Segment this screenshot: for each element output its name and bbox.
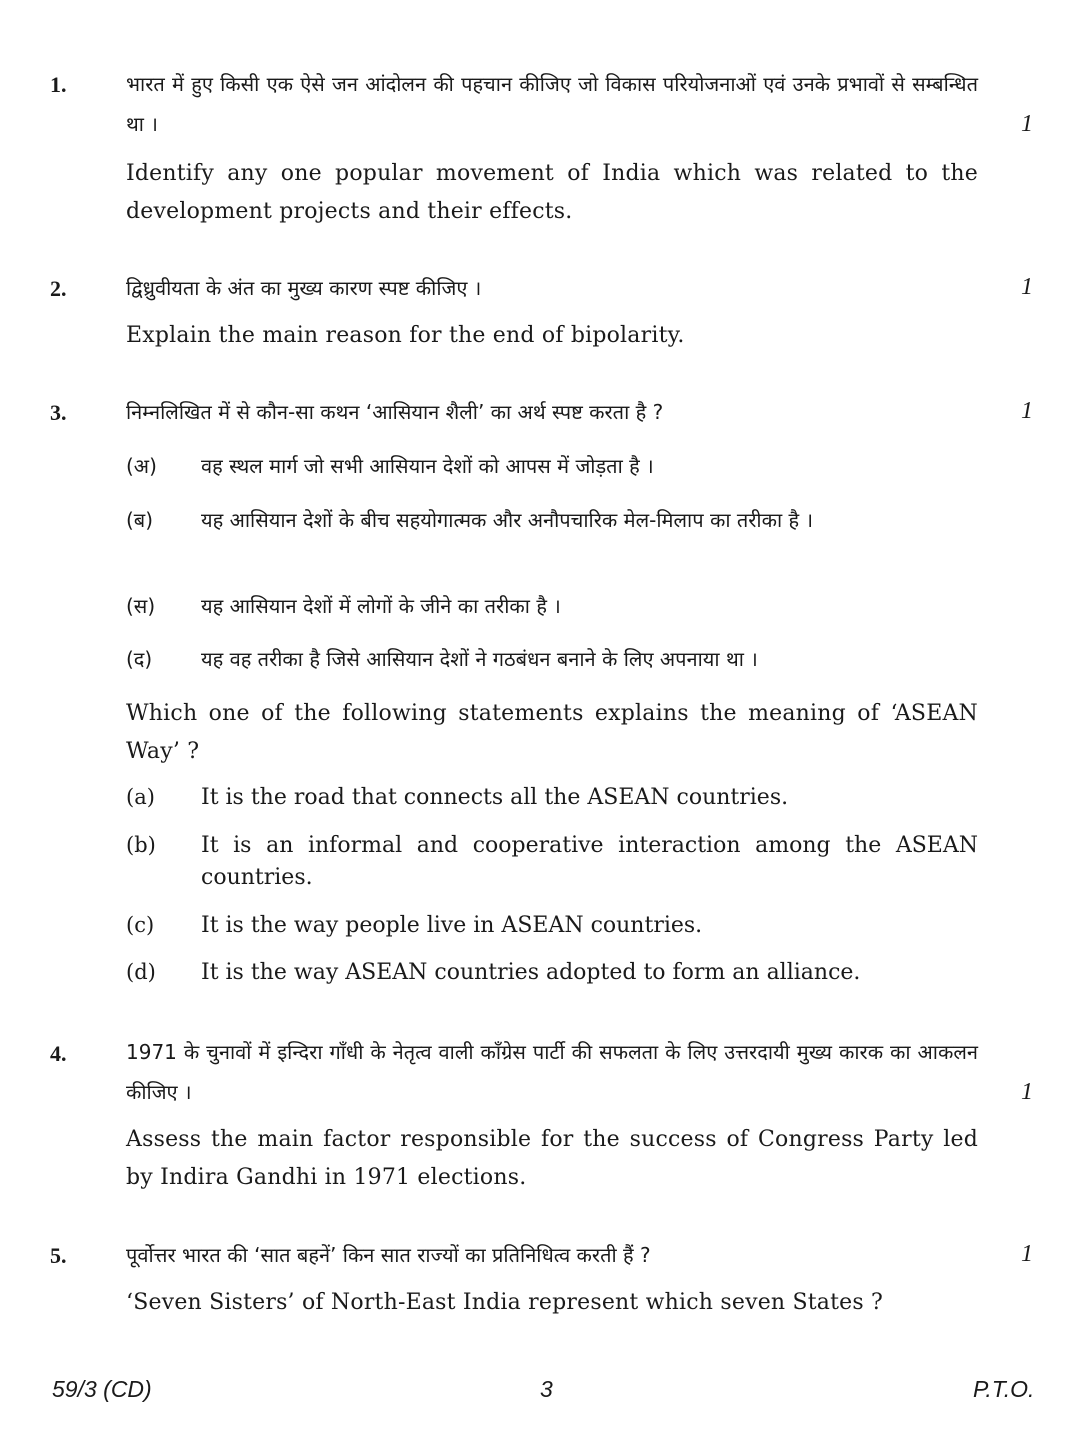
question-number: 5. <box>50 1243 67 1268</box>
question-text-english: Assess the main factor responsible for the success of Congress Party led by Indira Gandhi in 1971 elections. <box>126 1127 978 1190</box>
question-marks: 1 <box>1021 1241 1033 1267</box>
option-text: यह वह तरीका है जिसे आसियान देशों ने गठबंधन बनाने के लिए अपनाया था । <box>201 647 758 671</box>
option-label: (स) <box>126 594 156 618</box>
question-marks: 1 <box>1021 274 1033 300</box>
option-label: (c) <box>126 913 155 937</box>
option-label: (अ) <box>126 454 157 478</box>
question-text-hindi: द्विध्रुवीयता के अंत का मुख्य कारण स्पष्ट कीजिए । <box>126 276 482 300</box>
option-text: यह आसियान देशों के बीच सहयोगात्मक और अनौपचारिक मेल-मिलाप का तरीका है । <box>201 508 814 532</box>
question-text-hindi: भारत में हुए किसी एक ऐसे जन आंदोलन की पहचान कीजिए जो विकास परियोजनाओं एवं उनके प्रभावों से सम्बन्धित था । <box>126 72 978 136</box>
page-number: 3 <box>540 1376 553 1402</box>
question-text-english: ‘Seven Sisters’ of North-East India represent which seven States ? <box>126 1290 884 1315</box>
question-marks: 1 <box>1021 111 1033 137</box>
question-text-hindi: 1971 के चुनावों में इन्दिरा गाँधी के नेतृत्व वाली काँग्रेस पार्टी की सफलता के लिए उत्तरदायी मुख्य कारक का आकलन कीजिए । <box>126 1040 978 1104</box>
option-label: (ब) <box>126 508 154 532</box>
question-text-english: Which one of the following statements explains the meaning of ‘ASEAN Way’ ? <box>126 701 978 764</box>
question-number: 1. <box>50 72 67 97</box>
paper-code: 59/3 (CD) <box>52 1376 152 1402</box>
question-text-english: Identify any one popular movement of India which was related to the development projects and their effects. <box>126 161 978 224</box>
option-text: It is the way people live in ASEAN countries. <box>201 913 703 938</box>
option-text: It is an informal and cooperative interaction among the ASEAN countries. <box>201 833 978 890</box>
option-label: (द) <box>126 647 153 671</box>
question-text-hindi: पूर्वोत्तर भारत की ‘सात बहनें’ किन सात राज्यों का प्रतिनिधित्व करती हैं ? <box>126 1243 651 1267</box>
question-number: 4. <box>50 1041 67 1066</box>
question-text-english: Explain the main reason for the end of bipolarity. <box>126 323 685 348</box>
question-number: 2. <box>50 276 67 301</box>
pto-label: P.T.O. <box>973 1376 1035 1402</box>
option-label: (a) <box>126 785 155 809</box>
option-text: यह आसियान देशों में लोगों के जीने का तरीका है । <box>201 594 561 618</box>
option-text: It is the way ASEAN countries adopted to form an alliance. <box>201 960 861 985</box>
question-text-hindi: निम्नलिखित में से कौन-सा कथन ‘आसियान शैली’ का अर्थ स्पष्ट करता है ? <box>126 400 664 424</box>
question-marks: 1 <box>1021 1079 1033 1105</box>
option-text: It is the road that connects all the ASEAN countries. <box>201 785 789 810</box>
question-number: 3. <box>50 400 67 425</box>
option-text: वह स्थल मार्ग जो सभी आसियान देशों को आपस में जोड़ता है । <box>201 454 654 478</box>
question-marks: 1 <box>1021 398 1033 424</box>
option-label: (d) <box>126 960 156 984</box>
option-label: (b) <box>126 833 156 857</box>
